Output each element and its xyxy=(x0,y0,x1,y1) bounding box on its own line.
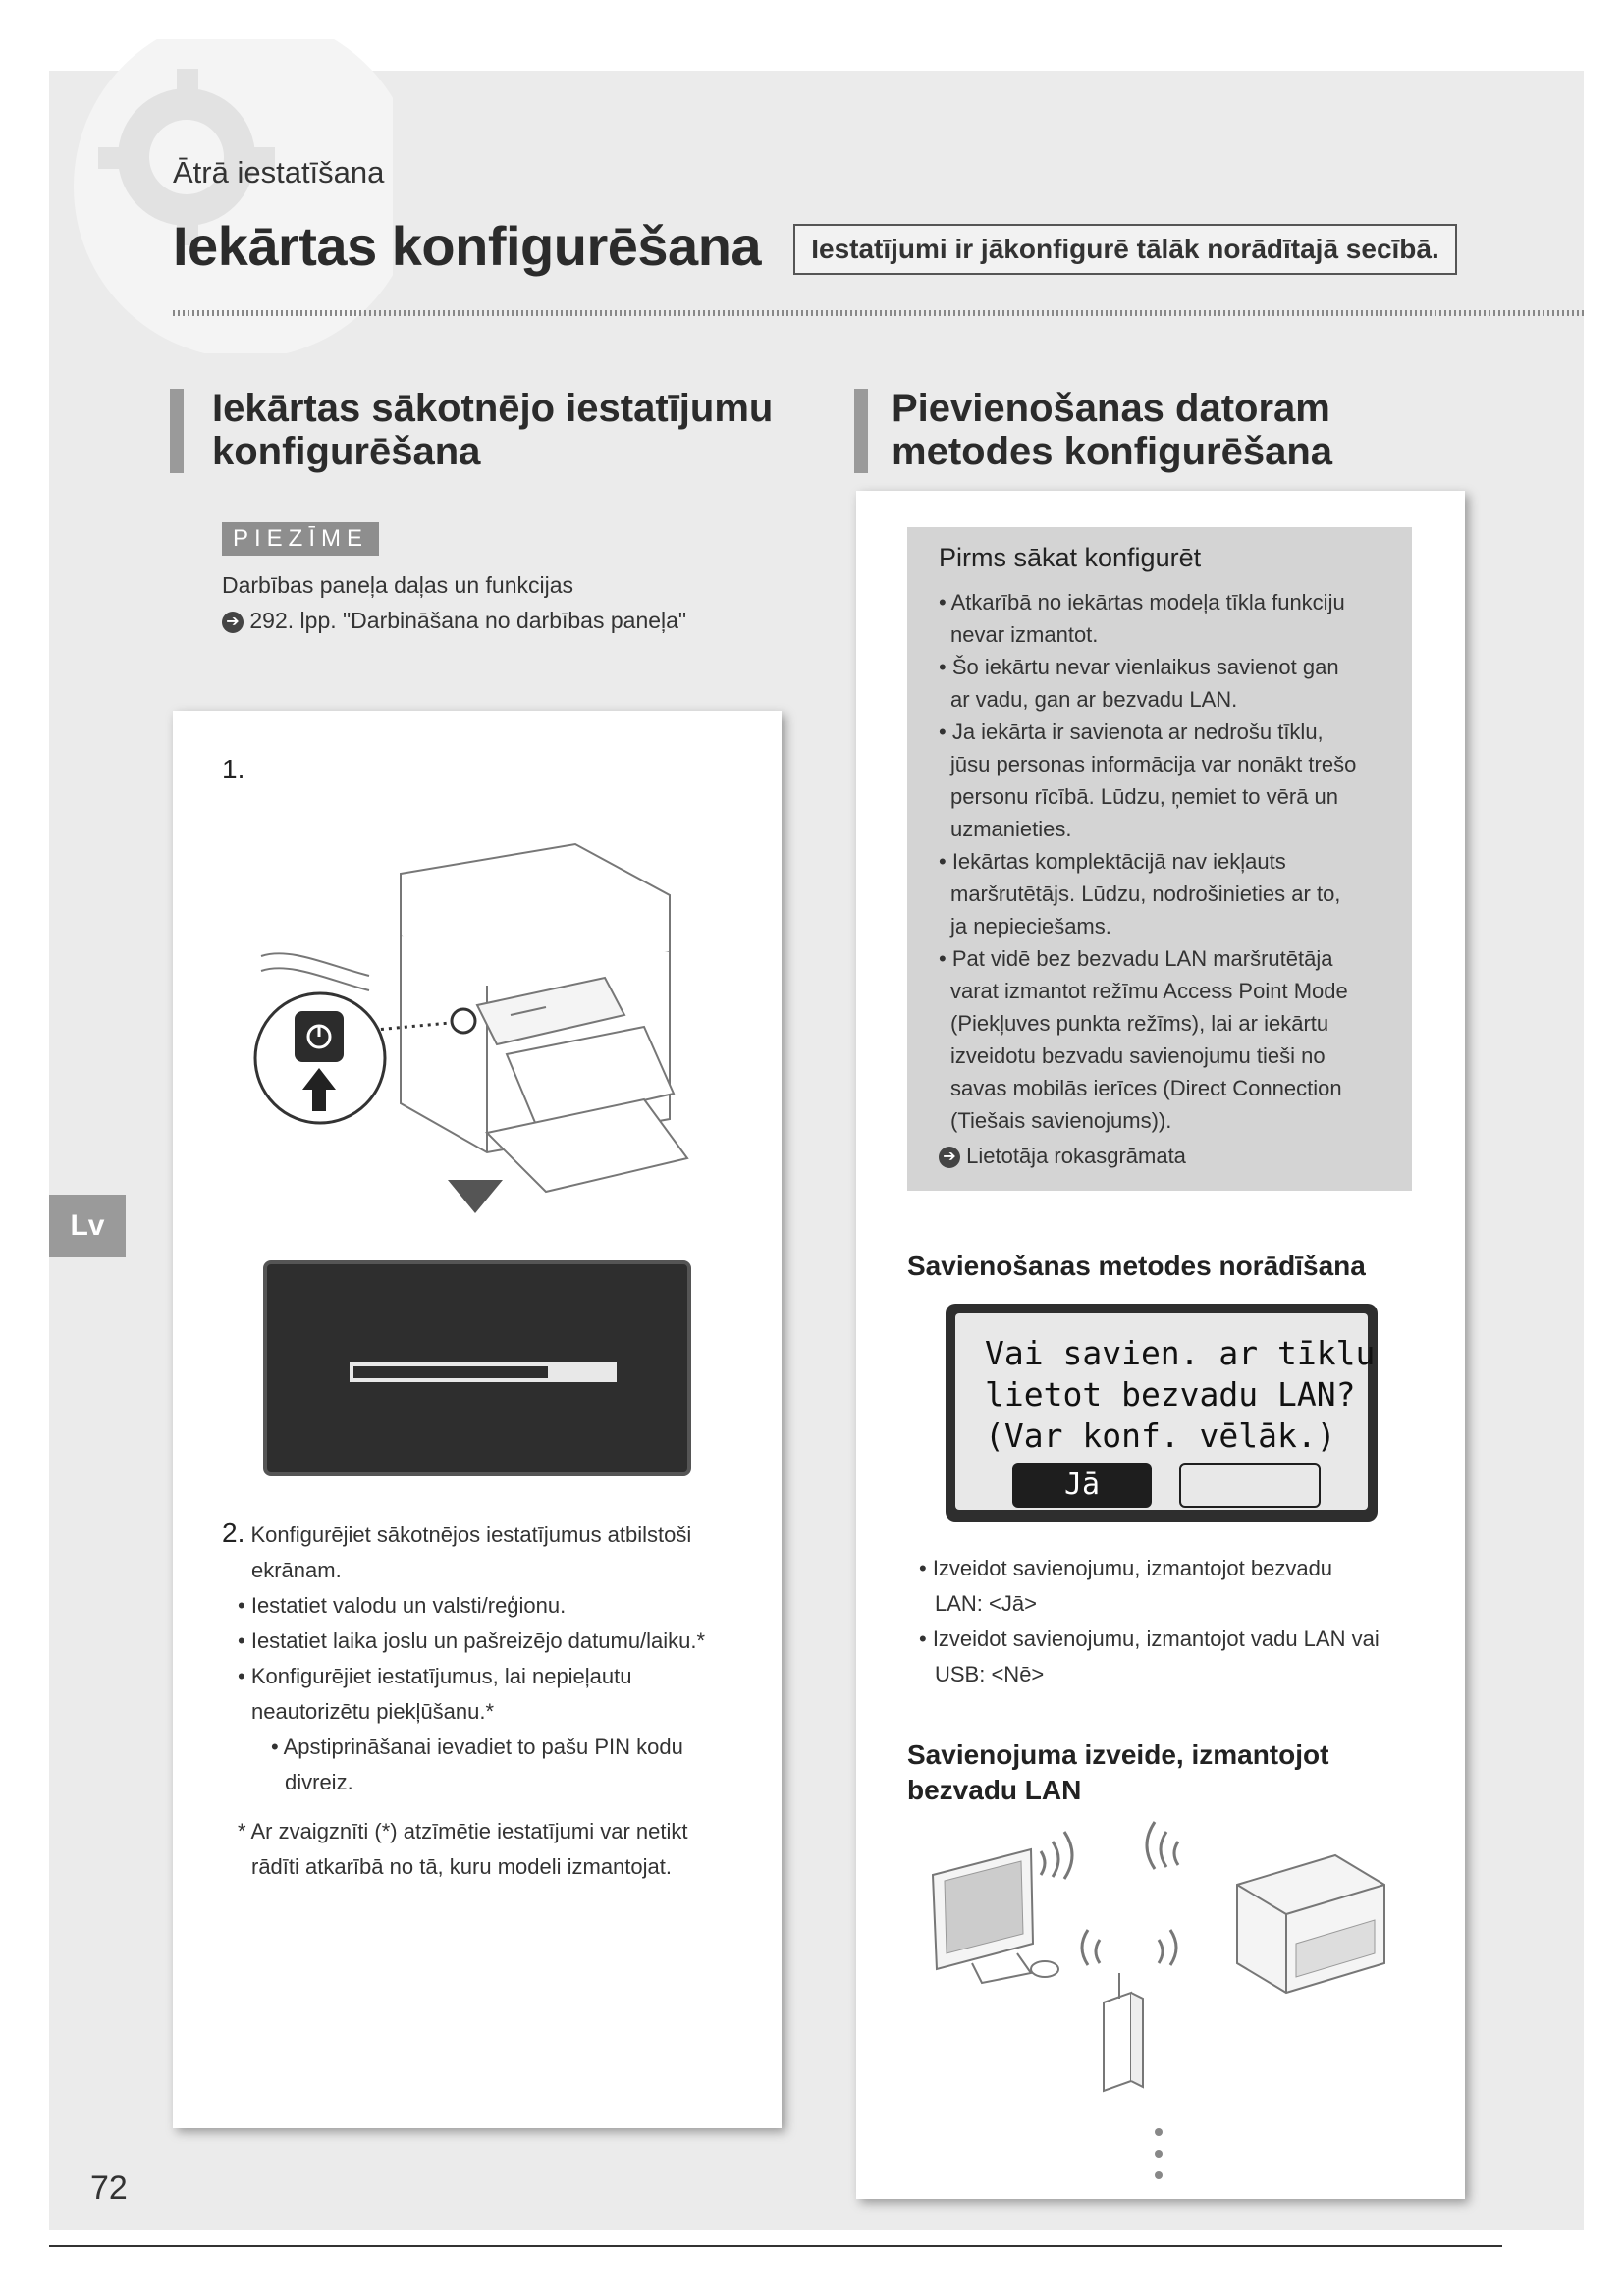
before-config-title: Pirms sākat konfigurēt xyxy=(939,543,1202,572)
lcd-no-button[interactable] xyxy=(1179,1463,1321,1508)
sub-bullet-pin: • Apstiprināšanai ievadiet to pašu PIN kodu xyxy=(271,1735,683,1759)
method-heading: Savienošanas metodes norādīšana xyxy=(907,1251,1366,1281)
lcd-message: Vai savien. ar tīklu lietot bezvadu LAN? (Var konf. vēlāk.) xyxy=(985,1334,1376,1455)
bullet-access: • Konfigurējiet iestatījumus, lai nepieļautu xyxy=(238,1664,632,1688)
left-section-title-line2: konfigurēšana xyxy=(212,430,481,473)
before-config-line: • Atkarībā no iekārtas modeļa tīkla funkciju xyxy=(939,590,1345,614)
wlan-heading xyxy=(907,1737,1328,1808)
bullet-timezone-text: Iestatiet laika joslu un pašreizējo datumu/laiku.* xyxy=(250,1629,706,1653)
option-wireless-text: • Izveidot savienojumu, izmantojot bezvadu xyxy=(919,1556,1333,1580)
before-config-line: jūsu personas informācija var nonākt trešo xyxy=(950,752,1357,776)
step2-title-cont: ekrānam. xyxy=(251,1558,342,1582)
before-config-line: nevar izmantot. xyxy=(950,622,1099,647)
progress-fill xyxy=(353,1366,548,1378)
right-section-title xyxy=(892,387,1332,473)
sub-bullet-pin-cont: divreiz. xyxy=(285,1770,353,1794)
bullet-language-text: Iestatiet valodu un valsti/reģionu. xyxy=(250,1593,567,1618)
section-bar xyxy=(854,389,868,473)
step1-number: 1. xyxy=(222,754,245,784)
before-config-line: (Tiešais savienojums)). xyxy=(950,1108,1172,1133)
bullet-timezone: • Iestatiet laika joslu un pašreizējo datumu/laiku.* xyxy=(238,1629,706,1653)
page-title: Iekārtas konfigurēšana xyxy=(173,215,762,277)
bottom-rule xyxy=(49,2245,1502,2247)
note-link-text: 292. lpp. "Darbināšana no darbības paneļa" xyxy=(249,608,687,633)
footnote: * Ar zvaigznīti (*) atzīmētie iestatījumi var netikt xyxy=(238,1819,688,1843)
arrow-right-icon: ➔ xyxy=(939,1147,960,1168)
before-config-line: maršrutētājs. Lūdzu, nodrošinieties ar to, xyxy=(950,881,1341,906)
steps-card xyxy=(173,711,782,2128)
before-config-line: • Iekārtas komplektācijā nav iekļauts xyxy=(939,849,1286,874)
option-wired-text: • Izveidot savienojumu, izmantojot vadu LAN vai xyxy=(919,1627,1380,1651)
language-tab: Lv xyxy=(49,1195,126,1257)
wlan-heading-line2: bezvadu LAN xyxy=(907,1775,1082,1805)
lcd-screen xyxy=(946,1304,1378,1522)
order-note-box: Iestatījumi ir jākonfigurē tālāk norādītajā secībā. xyxy=(793,224,1457,275)
before-config-box xyxy=(907,527,1412,1191)
bullet-access-text: Konfigurējiet iestatījumus, lai nepieļautu xyxy=(250,1664,632,1688)
before-config-line: (Piekļuves punkta režīms), lai ar iekārtu xyxy=(950,1011,1329,1036)
before-config-line: • Ja iekārta ir savienota ar nedrošu tīklu, xyxy=(939,720,1324,744)
lcd-yes-button[interactable]: Jā xyxy=(1012,1463,1152,1508)
before-config-line: ar vadu, gan ar bezvadu LAN. xyxy=(950,687,1238,712)
before-config-line: • Pat vidē bez bezvadu LAN maršrutētāja xyxy=(939,946,1333,971)
note-badge: PIEZĪME xyxy=(222,522,379,556)
section-bar xyxy=(170,389,184,473)
triangle-down-icon xyxy=(448,1180,503,1213)
footnote-cont: rādīti atkarībā no tā, kuru modeli izmantojat. xyxy=(251,1854,672,1879)
page-number: 72 xyxy=(90,2169,128,2207)
before-config-line: izveidotu bezvadu savienojumu tieši no xyxy=(950,1043,1326,1068)
left-section-title-line1: Iekārtas sākotnējo iestatījumu xyxy=(212,387,774,430)
option-wired-cont: USB: <Nē> xyxy=(935,1662,1045,1686)
screen-illustration xyxy=(263,1260,691,1476)
section-kicker: Ātrā iestatīšana xyxy=(173,155,385,189)
right-section-title-line2: metodes konfigurēšana xyxy=(892,430,1333,473)
lcd-display xyxy=(955,1313,1376,1510)
option-wireless-cont: LAN: <Jā> xyxy=(935,1591,1037,1616)
user-guide-link-text: Lietotāja rokasgrāmata xyxy=(966,1144,1186,1168)
bullet-access-cont: neautorizētu piekļūšanu.* xyxy=(251,1699,495,1724)
note-text: Darbības paneļa daļas un funkcijas xyxy=(222,572,574,598)
arrow-right-icon: ➔ xyxy=(222,612,244,633)
left-section-title xyxy=(212,387,773,473)
right-section-title-line1: Pievienošanas datoram xyxy=(892,387,1330,430)
dotted-divider xyxy=(173,310,1584,316)
before-config-line: savas mobilās ierīces (Direct Connection xyxy=(950,1076,1342,1100)
step2-number: 2. xyxy=(222,1518,245,1548)
printer-illustration xyxy=(251,779,723,1201)
before-config-line: personu rīcībā. Lūdzu, ņemiet to vērā un xyxy=(950,784,1339,809)
step2-title: Konfigurējiet sākotnējos iestatījumus atbilstoši xyxy=(250,1522,692,1547)
before-config-line: uzmanieties. xyxy=(950,817,1072,841)
sub-bullet-pin-text: Apstiprināšanai ievadiet to pašu PIN kodu xyxy=(283,1735,683,1759)
gear-icon xyxy=(39,39,393,353)
note-link[interactable] xyxy=(222,603,686,638)
option-wired xyxy=(919,1622,1380,1692)
before-config-list xyxy=(939,586,1400,1137)
before-config-line: varat izmantot režīmu Access Point Mode xyxy=(950,979,1348,1003)
wlan-heading-line1: Savienojuma izveide, izmantojot xyxy=(907,1739,1329,1770)
step2-block xyxy=(222,1516,752,1885)
before-config-line: ja nepieciešams. xyxy=(950,914,1111,938)
wireless-network-illustration xyxy=(923,1816,1394,2199)
before-config-line: • Šo iekārtu nevar vienlaikus savienot gan xyxy=(939,655,1339,679)
user-guide-link[interactable] xyxy=(939,1140,1186,1172)
option-wireless xyxy=(919,1551,1332,1622)
bullet-language: • Iestatiet valodu un valsti/reģionu. xyxy=(238,1593,567,1618)
